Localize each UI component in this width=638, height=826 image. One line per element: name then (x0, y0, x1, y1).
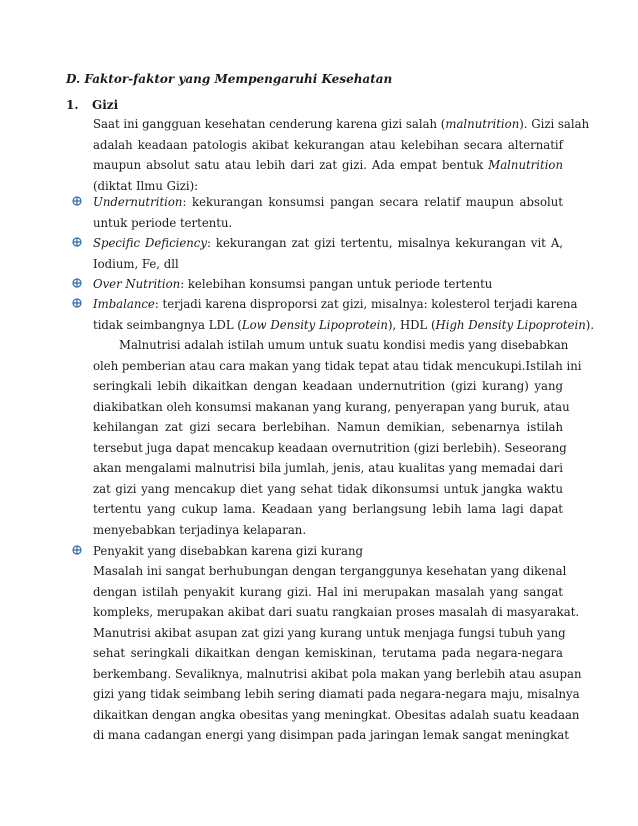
bullet-specific-deficiency: Specific Deficiency: kekurangan zat gizi tertentu, misalnya kekurangan vit A, Iodium, Fe, dll (93, 236, 563, 271)
intro-paragraph (93, 114, 590, 196)
bullet-undernutrition: Undernutrition: kekurangan konsumsi pangan secara relatif maupun absolut untuk periode tertentu. (93, 195, 563, 230)
bullet-icon (72, 196, 82, 206)
subheading-number: 1. (66, 98, 79, 112)
term-undernutrition: Undernutrition (93, 195, 183, 209)
term-over-nutrition: Over Nutrition (93, 277, 181, 291)
bullet-imbalance: Imbalance: terjadi karena disproporsi zat gizi, misalnya: kolesterol terjadi karena tidak seimbangnya LDL (Low Density Lipoprotein), HDL (High Density Lipoprotein). (93, 297, 595, 332)
subheading-title: Gizi (92, 98, 119, 112)
bullet-penyakit-gizi-kurang: Penyakit yang disebabkan karena gizi kurang (93, 544, 364, 558)
section-heading: D. Faktor-faktor yang Mempengaruhi Kesehatan (66, 72, 393, 86)
subheading-gizi (66, 98, 118, 112)
term-imbalance: Imbalance (93, 297, 155, 311)
intro-line-3: maupun absolut satu atau lebih dari zat gizi. Ada empat bentuk Malnutrition (93, 158, 563, 172)
bullet-icon (72, 298, 82, 308)
bullet-icon (72, 237, 82, 247)
intro-line-1: Saat ini gangguan kesehatan cenderung karena gizi salah (malnutrition). Gizi salah (93, 117, 590, 131)
paragraph-penyakit: Masalah ini sangat berhubungan dengan terganggunya kesehatan yang dikenal dengan istilah penyakit kurang gizi. Hal ini merupakan masalah yang sangat kompleks, merupakan akibat dari suatu rangkaian proses masalah di masyarakat. Manutrisi akibat asupan zat gizi yang kurang untuk menjaga fungsi tubuh yang sehat seringkali dikaitkan dengan kemiskinan, terutama pada negara-negara berkembang. Sevaliknya, malnutrisi akibat pola makan yang berlebih atau asupan gizi yang tidak seimbang lebih sering diamati pada negara-negara maju, misalnya dikaitkan dengan angka obesitas yang meningkat. Obesitas adalah suatu keadaan di mana cadangan energi yang disimpan pada jaringan lemak sangat meningkat (93, 564, 582, 742)
bullet-icon (72, 545, 82, 555)
intro-line-4: (diktat Ilmu Gizi): (93, 178, 199, 193)
bullet-icon (72, 278, 82, 288)
intro-line-2: adalah keadaan patologis akibat kekurangan atau kelebihan secara alternatif (93, 137, 563, 152)
bullet-over-nutrition: Over Nutrition: kelebihan konsumsi pangan untuk periode tertentu (93, 277, 493, 291)
paragraph-malnutrisi: Malnutrisi adalah istilah umum untuk suatu kondisi medis yang disebabkan oleh pemberian atau cara makan yang tidak tepat atau tidak mencukupi.Istilah ini seringkali lebih dikaitkan dengan keadaan undernutrition (gizi kurang) yang diakibatkan oleh konsumsi makanan yang kurang, penyerapan yang buruk, atau kehilangan zat gizi secara berlebihan. Namun demikian, sebenarnya istilah tersebut juga dapat mencakup keadaan overnutrition (gizi berlebih). Seseorang akan mengalami malnutrisi bila jumlah, jenis, atau kualitas yang memadai dari zat gizi yang mencakup diet yang sehat tidak dikonsumsi untuk jangka waktu tertentu yang cukup lama. Keadaan yang berlangsung lebih lama lagi dapat menyebabkan terjadinya kelaparan. (93, 338, 582, 537)
term-specific-deficiency: Specific Deficiency (93, 236, 207, 250)
